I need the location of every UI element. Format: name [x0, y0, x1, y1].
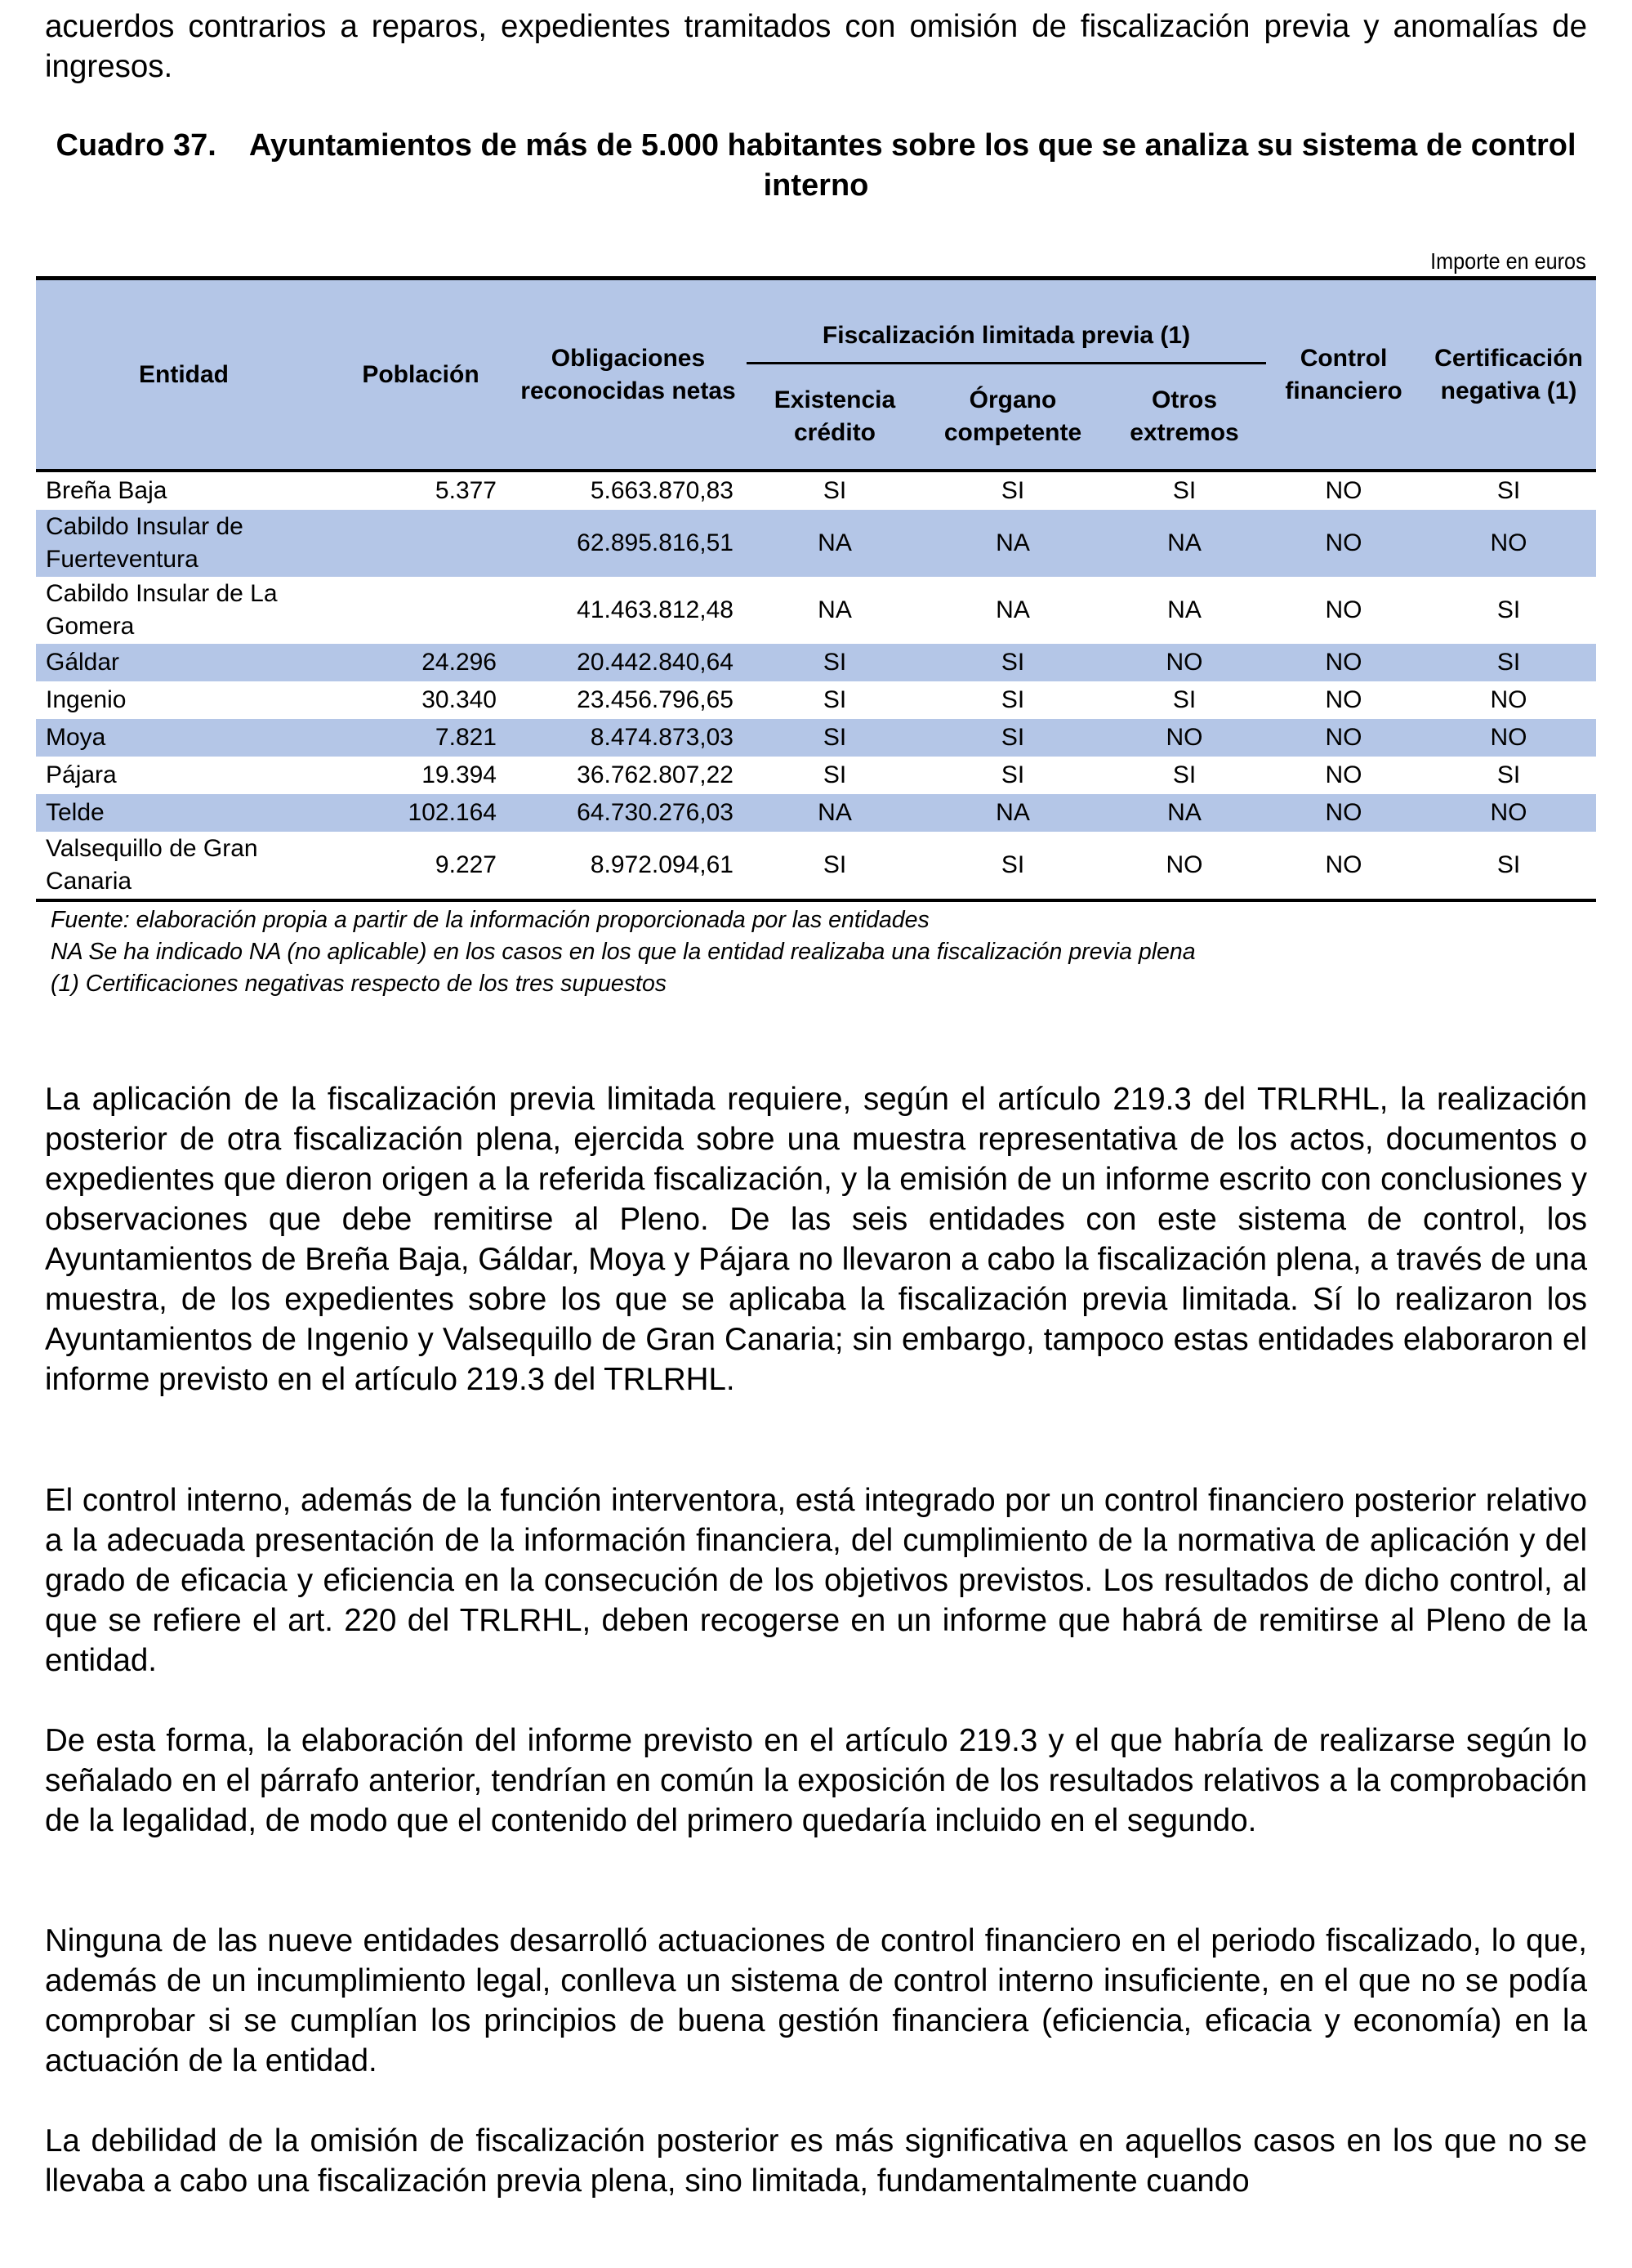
- cell-obligaciones: 41.463.812,48: [577, 596, 734, 623]
- cell-certificacion: SI: [1496, 596, 1521, 623]
- cell-certificacion: NO: [1490, 686, 1527, 713]
- cell-entidad: Cabildo Insular de Fuerteventura: [36, 510, 332, 577]
- cell-otros: SI: [1172, 761, 1197, 788]
- cell-organo: SI: [1001, 477, 1025, 504]
- header-entidad: Entidad: [36, 279, 332, 471]
- cell-otros: NA: [1103, 510, 1266, 577]
- cell-obligaciones: 8.972.094,61: [510, 832, 747, 900]
- header-obligaciones: Obligaciones reconocidas netas: [510, 279, 747, 471]
- cell-existencia: SI: [747, 644, 923, 681]
- cell-obligaciones: 64.730.276,03: [510, 794, 747, 832]
- cell-otros: NO: [1103, 644, 1266, 681]
- cell-entidad: Telde: [36, 794, 332, 832]
- cell-existencia: NA: [747, 510, 923, 577]
- cell-poblacion: 19.394: [421, 761, 497, 788]
- paragraph-2: El control interno, además de la función interventora, está integrado por un control financiero posterior relativo a la adecuada presentación de la información financiera, del cumplimiento de la normativa de aplicación y del grado de eficacia y eficiencia en la consecución de los objetivos previstos. Los resultados de dicho control, al que se refiere el art. 220 del TRLRHL, deben recogerse en un informe que habrá de remitirse al Pleno de la entidad.: [45, 1483, 1587, 1678]
- table-row: [36, 471, 1596, 510]
- header-fiscalizacion-group: Fiscalización limitada previa (1): [747, 279, 1266, 364]
- cell-otros: NO: [1103, 832, 1266, 900]
- table-row: [36, 681, 1596, 719]
- table-row: [36, 832, 1596, 900]
- cell-certificacion: SI: [1421, 832, 1596, 900]
- table-row: [36, 757, 1596, 794]
- table-row: [36, 719, 1596, 757]
- cell-control: NO: [1266, 644, 1421, 681]
- cell-organo: SI: [923, 644, 1103, 681]
- cell-poblacion: 30.340: [421, 686, 497, 713]
- cell-certificacion: SI: [1496, 761, 1521, 788]
- cell-existencia: NA: [747, 794, 923, 832]
- paragraph-3: De esta forma, la elaboración del informe previsto en el artículo 219.3 y el que habría de realizarse según lo señalado en el párrafo anterior, tendrían en común la exposición de los resultados relativos a la comprobación de la legalidad, de modo que el contenido del primero quedaría incluido en el segundo.: [45, 1723, 1587, 1838]
- intro-paragraph: acuerdos contrarios a reparos, expedientes tramitados con omisión de fiscalización previa y anomalías de ingresos.: [45, 9, 1587, 84]
- paragraph-5: La debilidad de la omisión de fiscalización posterior es más significativa en aquellos casos en los que no se llevaba a cabo una fiscalización previa plena, sino limitada, fundamentalmente cuando: [45, 2123, 1587, 2199]
- cell-existencia: SI: [823, 477, 847, 504]
- cell-otros: NO: [1103, 719, 1266, 757]
- cell-organo: SI: [923, 719, 1103, 757]
- cell-otros: NA: [1103, 794, 1266, 832]
- table-row: [36, 510, 1596, 577]
- cell-otros: NA: [1167, 596, 1202, 623]
- paragraph-4: Ninguna de las nueve entidades desarrolló actuaciones de control financiero en el periodo fiscalizado, lo que, además de un incumplimiento legal, conlleva un sistema de control interno insuficiente, en el que no se podía comprobar si se cumplían los principios de buena gestión financiera (eficiencia, eficacia y economía) en la actuación de la entidad.: [45, 1923, 1587, 2078]
- table-notes: [51, 904, 1196, 1000]
- cell-poblacion: 9.227: [332, 832, 510, 900]
- cell-obligaciones: 20.442.840,64: [510, 644, 747, 681]
- cell-obligaciones: 5.663.870,83: [590, 477, 734, 504]
- cell-control: NO: [1266, 832, 1421, 900]
- cell-obligaciones: 36.762.807,22: [577, 761, 734, 788]
- cell-poblacion: 24.296: [332, 644, 510, 681]
- cell-control: NO: [1266, 510, 1421, 577]
- cell-control: NO: [1266, 719, 1421, 757]
- cell-entidad: Cabildo Insular de La Gomera: [46, 580, 278, 640]
- table-row: [36, 644, 1596, 681]
- cell-entidad: Gáldar: [36, 644, 332, 681]
- cell-organo: NA: [996, 596, 1030, 623]
- cell-poblacion: [332, 577, 510, 644]
- cell-entidad: Breña Baja: [46, 477, 167, 504]
- caption-number: Cuadro 37.: [56, 128, 216, 163]
- units-note: Importe en euros: [1430, 248, 1586, 274]
- cell-obligaciones: 23.456.796,65: [577, 686, 734, 713]
- cell-organo: NA: [923, 510, 1103, 577]
- cell-existencia: SI: [823, 761, 847, 788]
- cell-control: NO: [1325, 596, 1362, 623]
- cell-existencia: SI: [747, 832, 923, 900]
- cell-certificacion: SI: [1496, 477, 1521, 504]
- cell-entidad: Ingenio: [46, 686, 127, 713]
- cell-certificacion: NO: [1421, 794, 1596, 832]
- cell-existencia: SI: [823, 686, 847, 713]
- cell-poblacion: 102.164: [332, 794, 510, 832]
- cell-obligaciones: 62.895.816,51: [510, 510, 747, 577]
- cell-entidad: Pájara: [46, 761, 117, 788]
- paragraph-1: La aplicación de la fiscalización previa limitada requiere, según el artículo 219.3 del TRLRHL, la realización posterior de otra fiscalización plena, ejercida sobre una muestra representativa de los actos, documentos o expedientes que dieron origen a la referida fiscalización, y la emisión de un informe escrito con conclusiones y observaciones que debe remitirse al Pleno. De las seis entidades con este sistema de control, los Ayuntamientos de Breña Baja, Gáldar, Moya y Pájara no llevaron a cabo la fiscalización plena, a través de una muestra, de los expedientes sobre los que se aplicaba la fiscalización previa limitada. Sí lo realizaron los Ayuntamientos de Ingenio y Valsequillo de Gran Canaria; sin embargo, tampoco estas entidades elaboraron el informe previsto en el artículo 219.3 del TRLRHL.: [45, 1082, 1587, 1397]
- cell-control: NO: [1266, 794, 1421, 832]
- cell-control: NO: [1325, 686, 1362, 713]
- cell-organo: SI: [923, 832, 1103, 900]
- table-caption: [45, 126, 1587, 206]
- note-fuente: Fuente: elaboración propia a partir de la información proporcionada por las entidades: [51, 907, 930, 933]
- cell-entidad: Valsequillo de Gran Canaria: [36, 832, 332, 900]
- table-row: [36, 794, 1596, 832]
- table-row: [36, 577, 1596, 644]
- cell-certificacion: NO: [1421, 719, 1596, 757]
- cell-otros: SI: [1172, 686, 1197, 713]
- cell-existencia: SI: [747, 719, 923, 757]
- cell-entidad: Moya: [36, 719, 332, 757]
- cell-poblacion: 5.377: [435, 477, 497, 504]
- header-poblacion: Población: [332, 279, 510, 471]
- header-control: Control financiero: [1266, 279, 1421, 471]
- cell-control: NO: [1325, 761, 1362, 788]
- note-certificaciones: (1) Certificaciones negativas respecto de los tres supuestos: [51, 971, 667, 997]
- header-otros: Otros extremos: [1103, 364, 1266, 471]
- cell-otros: SI: [1172, 477, 1197, 504]
- cell-organo: SI: [1001, 761, 1025, 788]
- header-organo: Órgano competente: [923, 364, 1103, 471]
- cell-control: NO: [1325, 477, 1362, 504]
- cell-certificacion: SI: [1421, 644, 1596, 681]
- header-certificacion: Certificación negativa (1): [1421, 279, 1596, 471]
- cell-existencia: NA: [818, 596, 852, 623]
- cell-organo: NA: [923, 794, 1103, 832]
- cell-poblacion: [332, 510, 510, 577]
- control-interno-table: [36, 276, 1596, 902]
- note-na: NA Se ha indicado NA (no aplicable) en los casos en los que la entidad realizaba una fiscalización previa plena: [51, 939, 1196, 965]
- cell-poblacion: 7.821: [332, 719, 510, 757]
- cell-obligaciones: 8.474.873,03: [510, 719, 747, 757]
- cell-certificacion: NO: [1421, 510, 1596, 577]
- cell-organo: SI: [1001, 686, 1025, 713]
- caption-title: Ayuntamientos de más de 5.000 habitantes sobre los que se analiza su sistema de control interno: [248, 128, 1576, 203]
- header-existencia: Existencia crédito: [747, 364, 923, 471]
